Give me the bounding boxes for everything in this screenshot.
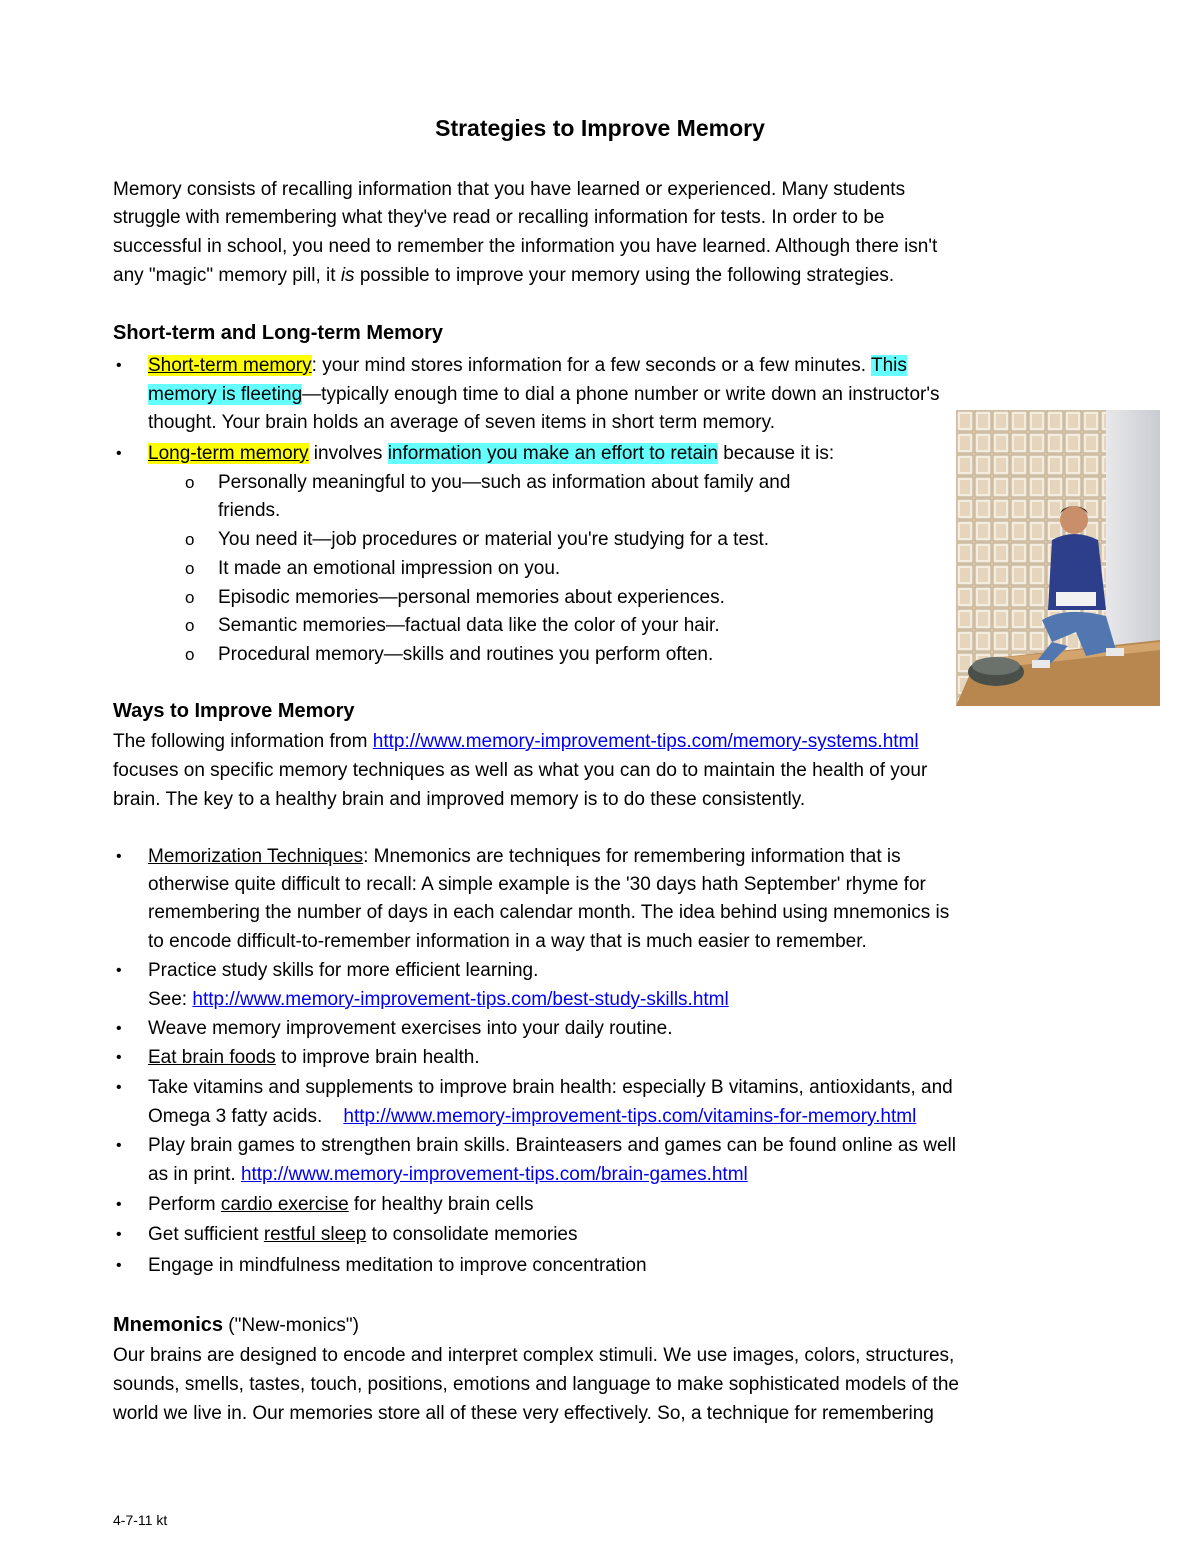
intro-line-2: struggle with remembering what they've read or recalling information for tests. In order to be xyxy=(113,207,885,228)
page-footer: 4-7-11 kt xyxy=(113,1512,168,1528)
bullet-icon: • xyxy=(116,1196,122,1213)
brain-games-line-2: as in print. http://www.memory-improvement-tips.com/brain-games.html xyxy=(148,1164,748,1185)
intro-line-4: any "magic" memory pill, it is possible to improve your memory using the following strategies. xyxy=(113,265,895,286)
best-study-skills-link[interactable]: http://www.memory-improvement-tips.com/best-study-skills.html xyxy=(192,989,729,1010)
ways-line-2: focuses on specific memory techniques as well as what you can do to maintain the health of your xyxy=(113,760,928,781)
bullet-icon: • xyxy=(116,1020,122,1037)
sleep-line: Get sufficient restful sleep to consolidate memories xyxy=(148,1224,578,1245)
bullet-icon: • xyxy=(116,848,122,865)
short-term-line-2: memory is fleeting—typically enough time to dial a phone number or write down an instructor's xyxy=(148,384,940,405)
sub-bullet-icon: o xyxy=(185,473,195,492)
long-term-line: Long-term memory involves information you make an effort to retain because it is: xyxy=(148,443,835,464)
ways-line-1: The following information from http://www.memory-improvement-tips.com/memory-systems.html xyxy=(113,731,919,752)
study-skills-see-line: See: http://www.memory-improvement-tips.com/best-study-skills.html xyxy=(148,989,729,1010)
bullet-icon: • xyxy=(116,1137,122,1154)
sub-bullet-icon: o xyxy=(185,616,195,635)
memorization-line-1: Memorization Techniques: Mnemonics are techniques for remembering information that is xyxy=(148,846,901,867)
long-term-subitem: Semantic memories—factual data like the color of your hair. xyxy=(218,615,720,636)
memorization-line-3: remembering the number of days in each calendar month. The idea behind using mnemonics is xyxy=(148,902,950,923)
long-term-subitem: It made an emotional impression on you. xyxy=(218,558,561,579)
intro-line-3: successful in school, you need to remember the information you have learned. Although there isn't xyxy=(113,236,938,257)
mnemonics-line-3: world we live in. Our memories store all of these very effectively. So, a technique for remembering xyxy=(113,1403,934,1424)
study-skills-line: Practice study skills for more efficient learning. xyxy=(148,960,539,981)
sub-bullet-icon: o xyxy=(185,559,195,578)
section-heading-short-long: Short-term and Long-term Memory xyxy=(113,322,444,344)
sub-bullet-icon: o xyxy=(185,645,195,664)
mindfulness-line: Engage in mindfulness meditation to improve concentration xyxy=(148,1255,647,1276)
intro-line-1: Memory consists of recalling information that you have learned or experienced. Many students xyxy=(113,179,906,200)
cardio-line: Perform cardio exercise for healthy brain cells xyxy=(148,1194,534,1215)
long-term-subitem: Episodic memories—personal memories about experiences. xyxy=(218,587,725,608)
long-term-subitem: You need it—job procedures or material you're studying for a test. xyxy=(218,529,770,550)
bullet-icon: • xyxy=(116,962,122,979)
memory-systems-link[interactable]: http://www.memory-improvement-tips.com/memory-systems.html xyxy=(372,731,919,752)
long-term-subitem: Procedural memory—skills and routines you perform often. xyxy=(218,644,714,665)
vitamins-link[interactable]: http://www.memory-improvement-tips.com/vitamins-for-memory.html xyxy=(343,1106,917,1127)
mnemonics-line-1: Our brains are designed to encode and interpret complex stimuli. We use images, colors, structures, xyxy=(113,1345,955,1366)
student-reading-photo xyxy=(956,410,1160,706)
ways-line-3: brain. The key to a healthy brain and improved memory is to do these consistently. xyxy=(113,789,806,810)
memorization-line-4: to encode difficult-to-remember information in a way that is much easier to remember. xyxy=(148,931,867,952)
long-term-subitem: friends. xyxy=(218,500,281,521)
short-term-line-1: Short-term memory: your mind stores information for a few seconds or a few minutes. This xyxy=(148,355,907,376)
page-title: Strategies to Improve Memory xyxy=(435,115,765,141)
section-heading-ways: Ways to Improve Memory xyxy=(113,700,355,722)
brain-foods-line: Eat brain foods to improve brain health. xyxy=(148,1047,480,1068)
memorization-line-2: otherwise quite difficult to recall: A simple example is the '30 days hath September' rhyme for xyxy=(148,874,926,895)
bullet-icon: • xyxy=(116,1079,122,1096)
short-term-line-3: thought. Your brain holds an average of seven items in short term memory. xyxy=(148,412,775,433)
long-term-subitem: Personally meaningful to you—such as information about family and xyxy=(218,472,791,493)
brain-games-link[interactable]: http://www.memory-improvement-tips.com/brain-games.html xyxy=(240,1164,748,1185)
bullet-icon: • xyxy=(116,1226,122,1243)
bullet-icon: • xyxy=(116,445,122,462)
bullet-icon: • xyxy=(116,357,122,374)
weave-exercises-line: Weave memory improvement exercises into your daily routine. xyxy=(148,1018,673,1039)
bullet-icon: • xyxy=(116,1257,122,1274)
vitamins-line-2: Omega 3 fatty acids. http://www.memory-improvement-tips.com/vitamins-for-memory.html xyxy=(148,1106,917,1127)
sub-bullet-icon: o xyxy=(185,588,195,607)
bullet-icon: • xyxy=(116,1049,122,1066)
mnemonics-line-2: sounds, smells, tastes, touch, positions, emotions and language to make sophisticated models of the xyxy=(113,1374,959,1395)
brain-games-line-1: Play brain games to strengthen brain skills. Brainteasers and games can be found online as well xyxy=(148,1135,956,1156)
vitamins-line-1: Take vitamins and supplements to improve brain health: especially B vitamins, antioxidants, and xyxy=(148,1077,953,1098)
section-heading-mnemonics: Mnemonics ("New-monics") xyxy=(113,1314,359,1336)
sub-bullet-icon: o xyxy=(185,530,195,549)
